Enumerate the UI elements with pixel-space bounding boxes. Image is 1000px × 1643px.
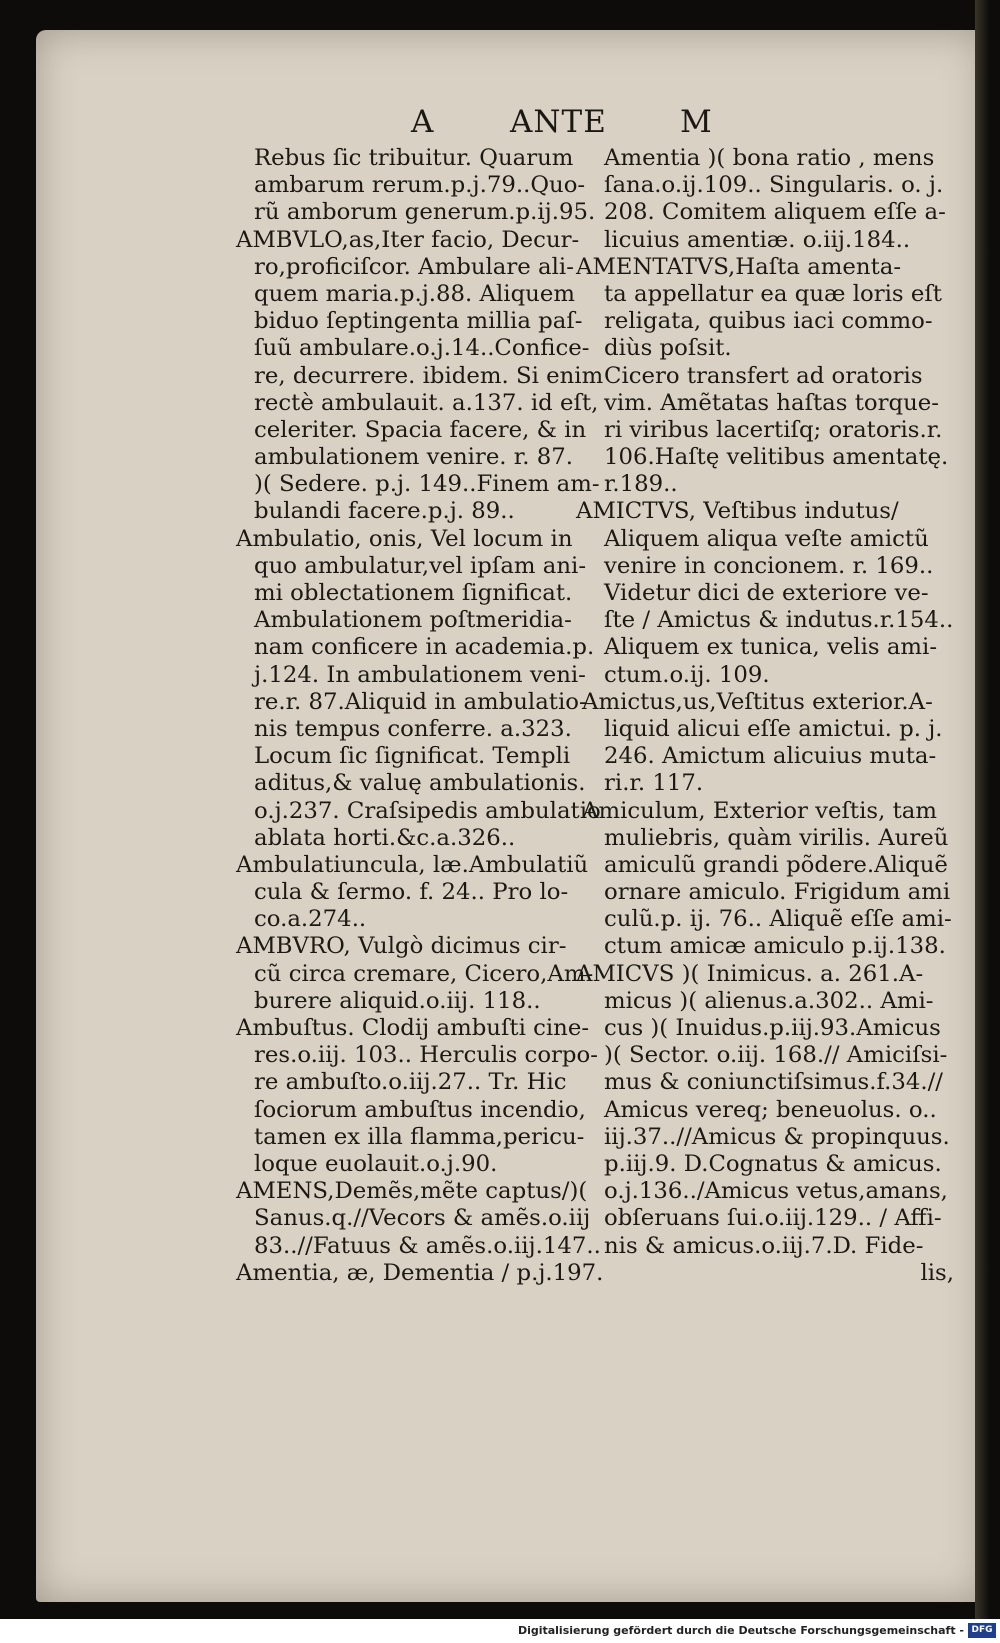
left-line: rectè ambulauit. a.137. id eſt, bbox=[254, 389, 599, 416]
right-line: ri.r. 117. bbox=[604, 770, 704, 797]
right-line: cus )( Inuidus.p.iij.93.Amicus bbox=[604, 1015, 941, 1041]
right-line: liquid alicui eſſe amictui. p. j. bbox=[604, 715, 943, 742]
right-line: culũ.p. ij. 76.. Aliquẽ eſſe ami- bbox=[604, 906, 952, 933]
left-line: ambulationem venire. r. 87. bbox=[254, 444, 573, 471]
left-column bbox=[236, 145, 604, 1287]
left-line: 83..//Fatuus & amẽs.o.iij.147.. bbox=[254, 1232, 601, 1259]
right-line: mus & coniunctiſsimus.f.34.// bbox=[604, 1069, 943, 1096]
left-line: bulandi facere.p.j. 89.. bbox=[254, 498, 515, 525]
left-line-headword: Amentia, æ, Dementia / p.j.197. bbox=[236, 1259, 604, 1286]
right-line-headword: Amiculum, Exterior veſtis, tam bbox=[582, 797, 937, 824]
right-line: ſte / Amictus & indutus.r.154.. bbox=[604, 607, 954, 634]
left-line: ro,proficiſcor. Ambulare ali- bbox=[254, 253, 574, 280]
running-header bbox=[0, 104, 1000, 144]
right-line: obſeruans ſui.o.iij.129.. / Affi- bbox=[604, 1205, 942, 1232]
right-line: ri viribus lacertiſq; oratoris.r. bbox=[604, 416, 943, 443]
left-line-headword: AMBVRO, Vulgò dicimus cir- bbox=[236, 933, 567, 960]
left-line: Locum ſic ſignificat. Templi bbox=[254, 743, 571, 770]
right-line: religata, quibus iaci commo- bbox=[604, 308, 933, 335]
left-line: quo ambulatur,vel ipſam ani- bbox=[254, 552, 587, 579]
dfg-logo-icon: DFG bbox=[968, 1623, 996, 1638]
right-line: ornare amiculo. Frigidum ami bbox=[604, 879, 951, 906]
left-line: celeriter. Spacia facere, & in bbox=[254, 416, 587, 443]
right-line: Amicus vereq; beneuolus. o.. bbox=[604, 1096, 937, 1123]
left-line: burere aliquid.o.iij. 118.. bbox=[254, 987, 541, 1014]
right-line: micus )( alienus.a.302.. Ami- bbox=[604, 987, 934, 1014]
right-line: 106.Haſtę velitibus amentatę. bbox=[604, 444, 949, 471]
left-line: re, decurrere. ibidem. Si enim bbox=[254, 362, 604, 389]
left-line: nis tempus conferre. a.323. bbox=[254, 715, 572, 742]
digitization-footer bbox=[0, 1619, 1000, 1643]
right-line: vim. Amẽtatas haſtas torque- bbox=[604, 389, 939, 416]
left-line: re.r. 87.Aliquid in ambulatio- bbox=[254, 688, 587, 715]
left-line: ablata horti.&c.a.326.. bbox=[254, 824, 516, 851]
left-line: Ambulationem poſtmeridia- bbox=[254, 607, 572, 634]
left-line-headword: Ambulatiuncula, læ.Ambulatiũ bbox=[236, 851, 589, 878]
left-line-headword: Ambulatio, onis, Vel locum in bbox=[236, 525, 573, 552]
left-line: nam conficere in academia.p. bbox=[254, 634, 595, 661]
left-line-headword: AMENS,Demẽs,mẽte captus/)( bbox=[236, 1178, 588, 1205]
right-line: ta appellatur ea quæ loris eſt bbox=[604, 280, 942, 307]
right-line: amiculũ grandi põdere.Aliquẽ bbox=[604, 851, 948, 878]
header-right: M bbox=[680, 104, 713, 140]
right-line: Videtur dici de exteriore ve- bbox=[604, 580, 929, 606]
catchword: lis, bbox=[920, 1259, 954, 1286]
header-center: ANTE bbox=[510, 104, 607, 140]
left-line: cula & ſermo. f. 24.. Pro lo- bbox=[254, 879, 569, 906]
left-line: rũ amborum generum.p.ij.95. bbox=[254, 199, 596, 226]
left-line: ambarum rerum.p.j.79..Quo- bbox=[254, 172, 586, 199]
right-line: iij.37..//Amicus & propinquus. bbox=[604, 1123, 950, 1150]
left-line: cũ circa cremare, Cicero,Am- bbox=[254, 960, 594, 987]
left-line: mi oblectationem ſignificat. bbox=[254, 580, 573, 606]
right-line: ctum amicæ amiculo p.ij.138. bbox=[604, 933, 946, 960]
left-line: o.j.237. Craſsipedis ambulatio bbox=[254, 797, 601, 824]
left-line: res.o.iij. 103.. Herculis corpo- bbox=[254, 1042, 598, 1069]
right-line: r.189.. bbox=[604, 471, 678, 498]
right-line: licuius amentiæ. o.iij.184.. bbox=[604, 226, 911, 253]
right-line-headword: Amentia )( bona ratio , mens bbox=[604, 145, 935, 171]
left-line-headword: Ambuſtus. Clodij ambuſti cine- bbox=[236, 1015, 590, 1041]
left-line-headword: AMBVLO,as,Iter facio, Decur- bbox=[236, 226, 580, 253]
page-edge bbox=[975, 0, 1000, 1620]
right-line: p.iij.9. D.Cognatus & amicus. bbox=[604, 1150, 942, 1177]
header-left: A bbox=[411, 104, 435, 140]
right-line: )( Sector. o.iij. 168.// Amiciſsi- bbox=[604, 1042, 948, 1069]
right-line: nis & amicus.o.iij.7.D. Fide- bbox=[604, 1232, 924, 1259]
right-line: diùs poſsit. bbox=[604, 335, 732, 362]
right-line: ſana.o.ij.109.. Singularis. o. j. bbox=[604, 172, 944, 199]
right-line-headword: Amictus,us,Veſtitus exterior.A- bbox=[582, 688, 933, 715]
left-line: biduo ſeptingenta millia paſ- bbox=[254, 308, 583, 335]
right-line: muliebris, quàm virilis. Aureũ bbox=[604, 824, 949, 851]
left-line: ſuũ ambulare.o.j.14..Confice- bbox=[254, 335, 590, 362]
right-line: venire in concionem. r. 169.. bbox=[604, 552, 934, 579]
left-line: )( Sedere. p.j. 149..Finem am- bbox=[254, 471, 600, 498]
left-line: re ambuſto.o.iij.27.. Tr. Hic bbox=[254, 1069, 567, 1096]
footer-text: Digitalisierung gefördert durch die Deutsche Forschungsgemeinschaft - bbox=[517, 1624, 964, 1637]
right-line: Aliquem aliqua veſte amictũ bbox=[604, 525, 929, 552]
left-line: ſociorum ambuſtus incendio, bbox=[254, 1096, 586, 1123]
left-line: tamen ex illa flamma,pericu- bbox=[254, 1123, 585, 1150]
left-line: co.a.274.. bbox=[254, 906, 367, 933]
left-line: quem maria.p.j.88. Aliquem bbox=[254, 280, 575, 307]
left-line: aditus,& valuę ambulationis. bbox=[254, 770, 586, 797]
right-line: 208. Comitem aliquem eſſe a- bbox=[604, 199, 946, 226]
left-line: j.124. In ambulationem veni- bbox=[254, 661, 586, 688]
left-line: loque euolauit.o.j.90. bbox=[254, 1150, 498, 1177]
right-line-headword: AMENTATVS,Haſta amenta- bbox=[576, 253, 902, 280]
right-line: Aliquem ex tunica, velis ami- bbox=[604, 634, 938, 661]
left-line: Sanus.q.//Vecors & amẽs.o.iij bbox=[254, 1205, 591, 1232]
left-line: Rebus ſic tribuitur. Quarum bbox=[254, 145, 574, 171]
right-line: o.j.136../Amicus vetus,amans, bbox=[604, 1178, 948, 1205]
right-line: 246. Amictum alicuius muta- bbox=[604, 743, 937, 770]
right-line-headword: AMICTVS, Veſtibus indutus/ bbox=[576, 498, 899, 525]
right-line: ctum.o.ij. 109. bbox=[604, 661, 770, 688]
right-column bbox=[576, 145, 966, 1287]
right-line: Cicero transfert ad oratoris bbox=[604, 362, 923, 389]
right-line-headword: AMICVS )( Inimicus. a. 261.A- bbox=[576, 960, 924, 987]
